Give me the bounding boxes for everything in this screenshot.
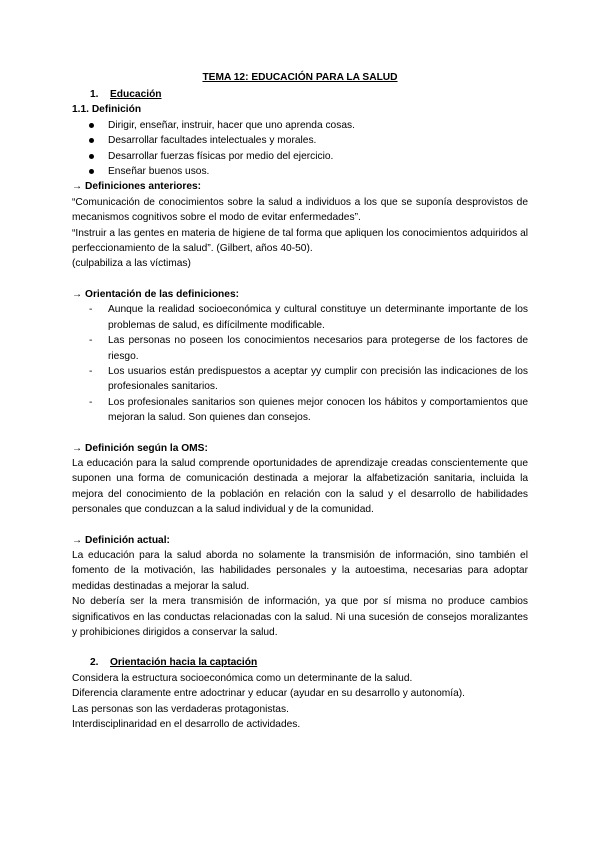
- bullet-icon: [89, 138, 94, 143]
- dash-icon: -: [89, 335, 93, 347]
- section-1-label: Educación: [110, 89, 162, 100]
- section-2-label: Orientación hacia la captación: [110, 657, 258, 669]
- oms-definition-text: La educación para la salud comprende oportunidades de aprendizaje creadas conscientemente que suponen una forma de comunicación destinada a mejorar la alfabetización sanitaria, incluida la mejora del conocimiento de la población en relación con la salud y el desarrollo de habilidades personales que conduzcan a la salud individual y de la comunidad.: [72, 457, 528, 516]
- list-item: - Los profesionales sanitarios son quienes mejor conocen los hábitos y comportamientos que mejoran la salud. Son quienes dan consejos.: [89, 396, 528, 424]
- definition-heading: 1.1. Definición: [72, 104, 142, 116]
- section-2-heading: [72, 655, 528, 670]
- section-1-heading: [72, 87, 528, 102]
- section-2-line: Interdisciplinaridad en el desarrollo de actividades.: [72, 719, 301, 731]
- orientation-list: [72, 302, 528, 425]
- bullet-icon: [89, 154, 94, 159]
- definition-list: [72, 118, 528, 180]
- list-item: Dirigir, enseñar, instruir, hacer que uno aprenda cosas.: [72, 118, 528, 133]
- section-2-line: Considera la estructura socioeconómica como un determinante de la salud.: [72, 672, 413, 684]
- bullet-icon: [89, 123, 94, 128]
- list-item: - Los usuarios están predispuestos a aceptar yy cumplir con precisión las indicaciones de los profesionales sanitarios.: [89, 365, 528, 393]
- dash-icon: -: [89, 396, 93, 408]
- previous-note: (culpabiliza a las víctimas): [72, 258, 191, 270]
- page-title: TEMA 12: EDUCACIÓN PARA LA SALUD: [202, 72, 398, 83]
- previous-definition-1: “Comunicación de conocimientos sobre la salud a individuos a los que se suponía desprovistos de mecanismos cognitivos sobre el modo de evitar enfermedades”.: [72, 196, 528, 224]
- section-2-number: 2.: [90, 657, 99, 669]
- dash-icon: -: [89, 304, 93, 316]
- oms-definition-heading: → Definición según la OMS:: [72, 442, 208, 454]
- orientation-heading: → Orientación de las definiciones:: [72, 288, 239, 300]
- list-item: Desarrollar fuerzas físicas por medio del ejercicio.: [72, 149, 528, 164]
- dash-icon: -: [89, 365, 93, 377]
- section-2-line: Las personas son las verdaderas protagonistas.: [72, 703, 289, 715]
- current-definition-heading: → Definición actual:: [72, 534, 170, 546]
- current-definition-1: La educación para la salud aborda no solamente la transmisión de información, sino también el fomento de la motivación, las habilidades personales y la autoestima, necesarias para adoptar medidas destinadas a mejorar la salud.: [72, 549, 528, 592]
- current-definition-2: No debería ser la mera transmisión de información, ya que por sí misma no produce cambios significativos en las conductas relacionadas con la salud. Ni una sucesión de consejos moralizantes y prohibiciones dirigidos a conservar la salud.: [72, 596, 528, 638]
- section-2-line: Diferencia claramente entre adoctrinar y educar (ayudar en su desarrollo y autonomía).: [72, 688, 465, 700]
- bullet-icon: [89, 169, 94, 174]
- list-item: - Las personas no poseen los conocimientos necesarios para protegerse de los factores de riesgo.: [89, 335, 528, 362]
- previous-definition-2: “Instruir a las gentes en materia de higiene de tal forma que apliquen los conocimientos adquiridos al perfeccionamiento de la salud”. (Gilbert, años 40-50).: [72, 227, 528, 255]
- document-body: [72, 70, 528, 732]
- previous-definitions-heading: → Definiciones anteriores:: [72, 181, 202, 193]
- list-item: - Aunque la realidad socioeconómica y cultural constituye un determinante importante de los problemas de salud, es difícilmente modificable.: [89, 304, 528, 331]
- section-1-number: 1.: [90, 89, 99, 100]
- list-item: Enseñar buenos usos.: [72, 164, 528, 179]
- list-item: Desarrollar facultades intelectuales y morales.: [72, 133, 528, 148]
